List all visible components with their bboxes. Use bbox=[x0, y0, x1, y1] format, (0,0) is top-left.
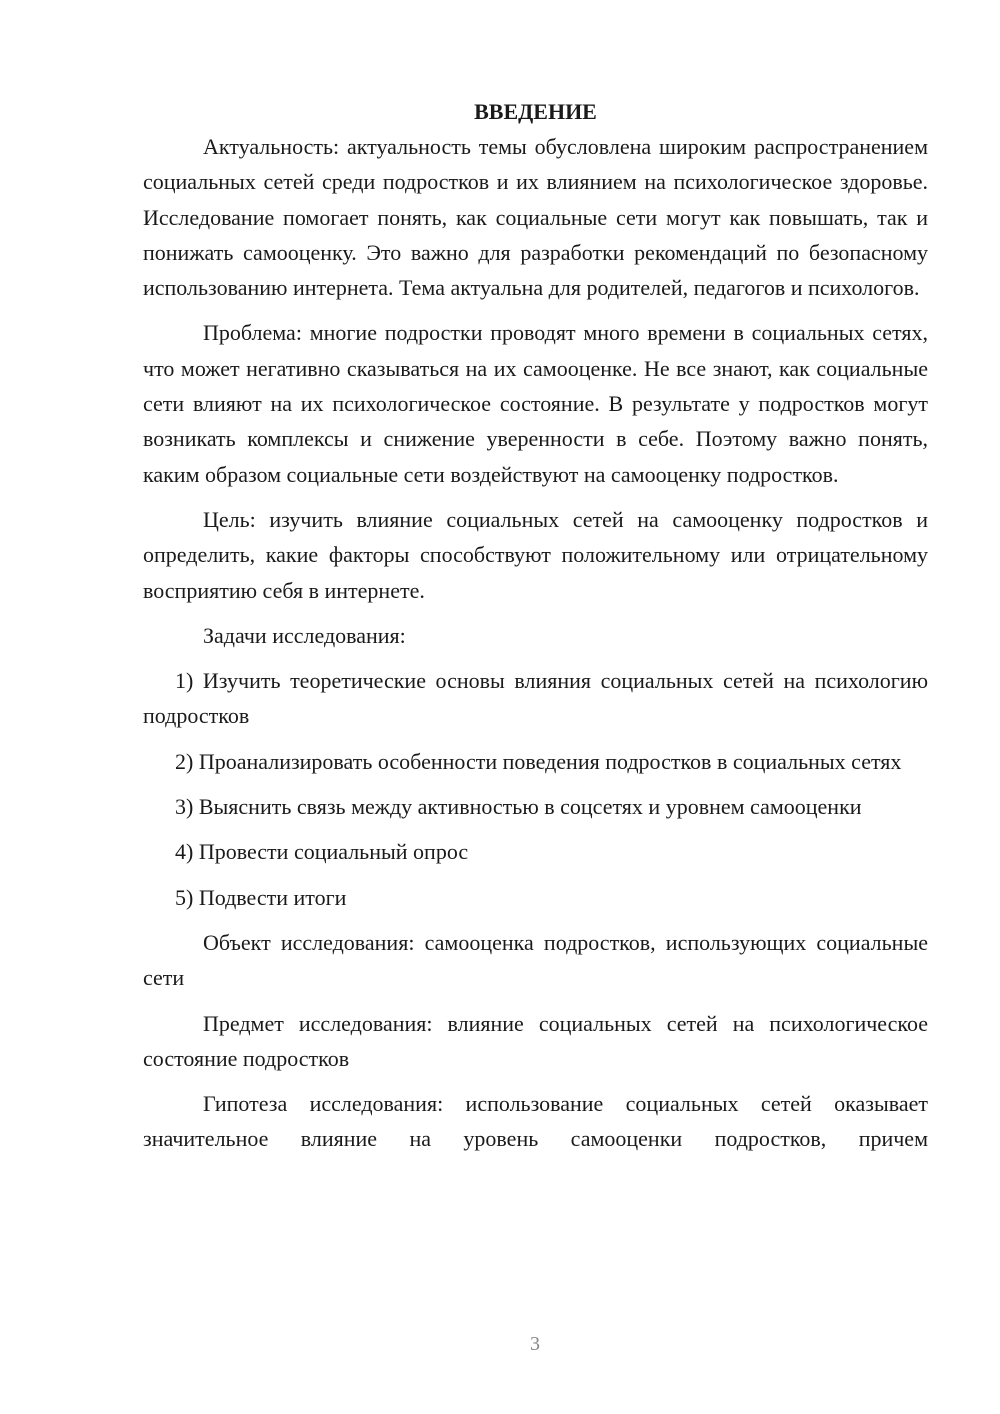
task-item-3: 3) Выяснить связь между активностью в соцсетях и уровнем самооценки bbox=[175, 794, 862, 820]
tasks-heading: Задачи исследования: bbox=[203, 622, 406, 648]
task-item-4: 4) Провести социальный опрос bbox=[175, 839, 469, 865]
page-number: 3 bbox=[530, 1333, 540, 1355]
document-page bbox=[143, 94, 928, 1167]
problem-paragraph: Проблема: многие подростки проводят много времени в социальных сетях, что может негативно сказываться на их самооценке. Не все знают, как социальные сети влияют на их психологическое состояние. В результате у подростков могут возникать комплексы и снижение уверенности в себе. Поэтому важно понять, каким образом социальные сети воздействуют на самооценку подростков. bbox=[143, 320, 928, 487]
object-paragraph: Объект исследования: самооценка подростков, использующих социальные сети bbox=[143, 929, 928, 991]
subject-paragraph: Предмет исследования: влияние социальных сетей на психологическое состояние подростков bbox=[143, 1010, 928, 1071]
relevance-paragraph: Актуальность: актуальность темы обусловлена широким распространением социальных сетей среди подростков и их влиянием на психологическое здоровье. Исследование помогает понять, как социальные сети могут как повышать, так и понижать самооценку. Это важно для разработки рекомендаций по безопасному использованию интернета. Тема актуальна для родителей, педагогов и психологов. bbox=[143, 134, 928, 301]
task-item-1: 1) Изучить теоретические основы влияния социальных сетей на психологию подростков bbox=[143, 668, 928, 729]
goal-paragraph: Цель: изучить влияние социальных сетей на самооценку подростков и определить, какие факторы способствуют положительному или отрицательному восприятию себя в интернете. bbox=[143, 506, 928, 603]
task-item-5: 5) Подвести итоги bbox=[175, 884, 347, 910]
section-title: ВВЕДЕНИЕ bbox=[474, 99, 597, 124]
task-item-2: 2) Проанализировать особенности поведения подростков в социальных сетях bbox=[175, 748, 902, 774]
hypothesis-paragraph: Гипотеза исследования: использование социальных сетей оказывает значительное влияние на уровень самооценки подростков, причем bbox=[143, 1091, 928, 1152]
